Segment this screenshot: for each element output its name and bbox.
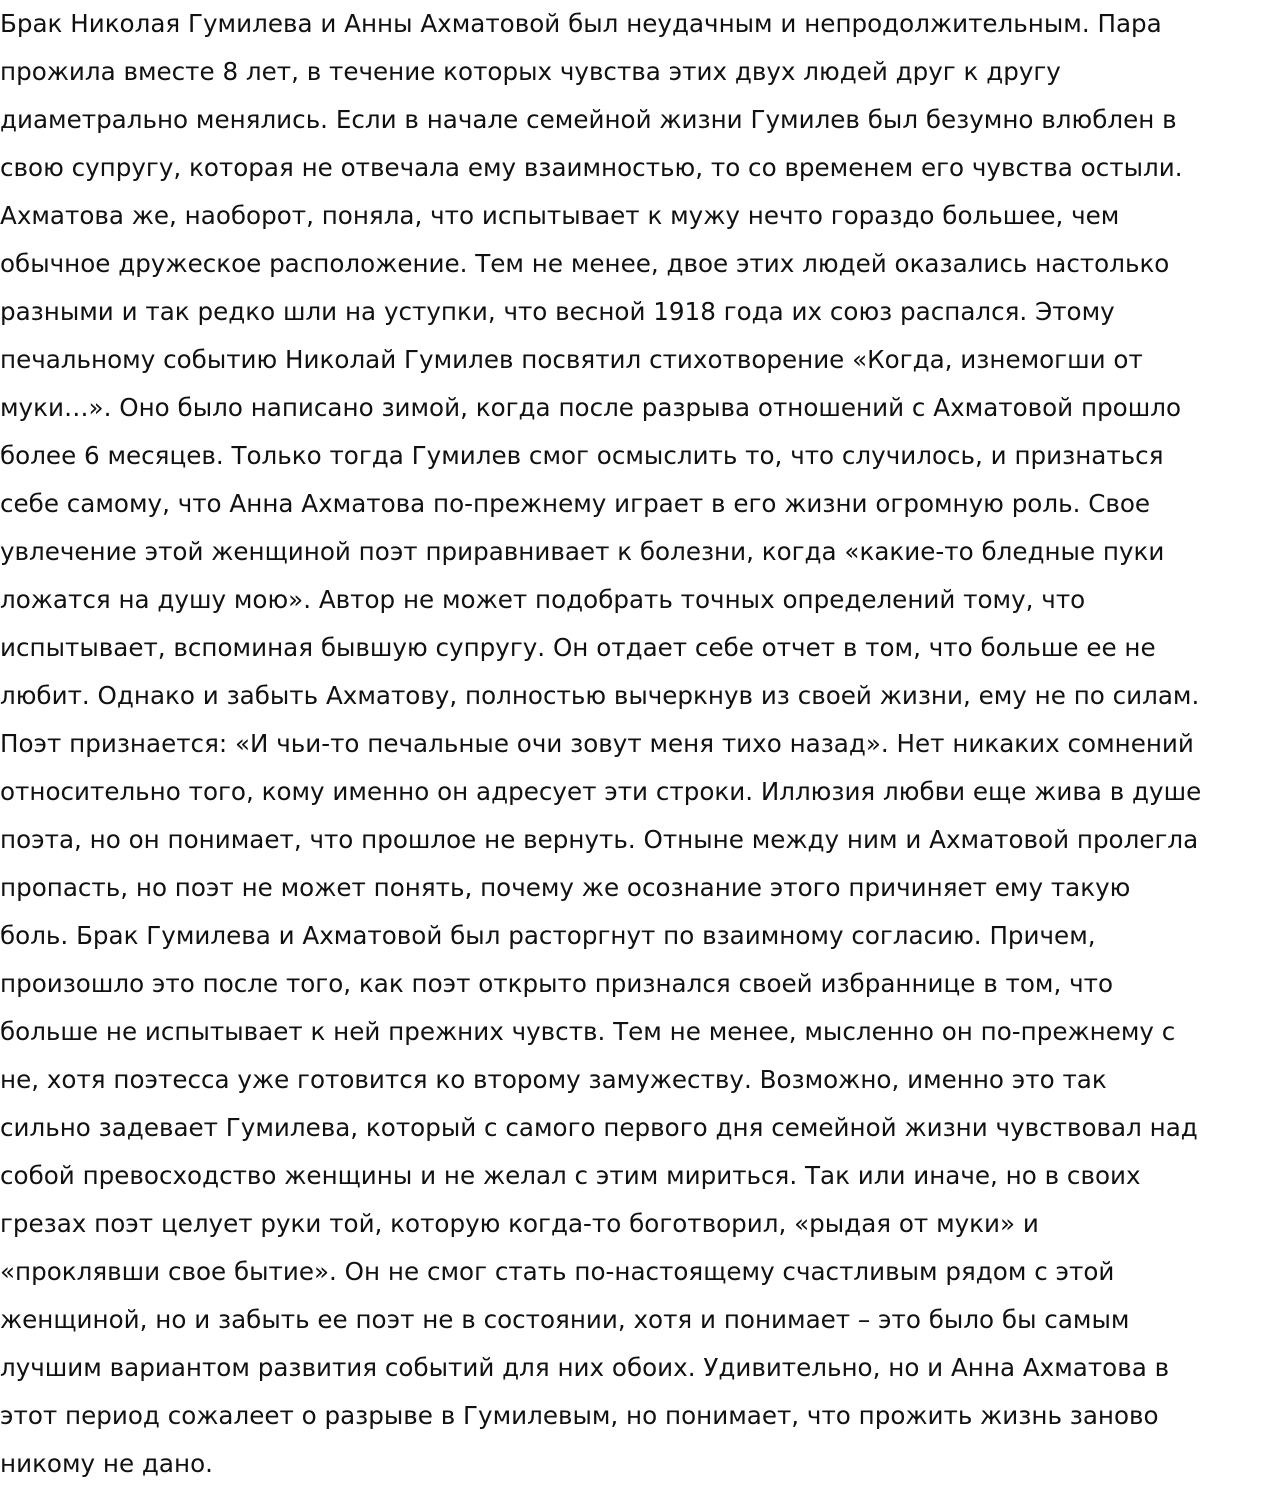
text-line: этот период сожалеет о разрыве в Гумилевым, но понимает, что прожить жизнь заново [0,1401,1159,1430]
text-line: более 6 месяцев. Только тогда Гумилев смог осмыслить то, что случилось, и признаться [0,441,1164,470]
text-line: ложатся на душу мою». Автор не может подобрать точных определений тому, что [0,585,1086,614]
text-line: разными и так редко шли на уступки, что весной 1918 года их союз распался. Этому [0,297,1115,326]
text-line: произошло это после того, как поэт открыто признался своей избраннице в том, что [0,969,1113,998]
text-line: испытывает, вспоминая бывшую супругу. Он отдает себе отчет в том, что больше ее не [0,633,1156,662]
text-line: муки…». Оно было написано зимой, когда после разрыва отношений с Ахматовой прошло [0,393,1181,422]
text-line: печальному событию Николай Гумилев посвятил стихотворение «Когда, изнемогши от [0,345,1143,374]
text-line: не, хотя поэтесса уже готовится ко второму замужеству. Возможно, именно это так [0,1065,1107,1094]
text-line: относительно того, кому именно он адресует эти строки. Иллюзия любви еще жива в душе [0,777,1202,806]
text-line: Поэт признается: «И чьи-то печальные очи зовут меня тихо назад». Нет никаких сомнений [0,729,1194,758]
text-line: сильно задевает Гумилева, который с самого первого дня семейной жизни чувствовал над [0,1113,1198,1142]
text-line: увлечение этой женщиной поэт приравнивает к болезни, когда «какие-то бледные пуки [0,537,1165,566]
text-line: поэта, но он понимает, что прошлое не вернуть. Отныне между ним и Ахматовой пролегла [0,825,1199,854]
text-line: больше не испытывает к ней прежних чувств. Тем не менее, мысленно он по-прежнему с [0,1017,1176,1046]
text-line: пропасть, но поэт не может понять, почему же осознание этого причиняет ему такую [0,873,1131,902]
text-line: диаметрально менялись. Если в начале семейной жизни Гумилев был безумно влюблен в [0,105,1177,134]
text-line: обычное дружеское расположение. Тем не менее, двое этих людей оказались настолько [0,249,1170,278]
text-line: женщиной, но и забыть ее поэт не в состоянии, хотя и понимает – это было бы самым [0,1305,1130,1334]
text-line: Ахматова же, наоборот, поняла, что испытывает к мужу нечто гораздо большее, чем [0,201,1120,230]
text-line: любит. Однако и забыть Ахматову, полностью вычеркнув из своей жизни, ему не по силам. [0,681,1200,710]
text-line: «проклявши свое бытие». Он не смог стать по-настоящему счастливым рядом с этой [0,1257,1115,1286]
text-line: прожила вместе 8 лет, в течение которых чувства этих двух людей друг к другу [0,57,1061,86]
text-line: никому не дано. [0,1449,213,1478]
text-line: свою супругу, которая не отвечала ему взаимностью, то со временем его чувства остыли. [0,153,1183,182]
text-line: боль. Брак Гумилева и Ахматовой был расторгнут по взаимному согласию. Причем, [0,921,1096,950]
text-line: лучшим вариантом развития событий для них обоих. Удивительно, но и Анна Ахматова в [0,1353,1170,1382]
text-line: себе самому, что Анна Ахматова по-прежнему играет в его жизни огромную роль. Свое [0,489,1151,518]
text-line: Брак Николая Гумилева и Анны Ахматовой был неудачным и непродолжительным. Пара [0,9,1162,38]
text-line: собой превосходство женщины и не желал с этим мириться. Так или иначе, но в своих [0,1161,1141,1190]
text-line: грезах поэт целует руки той, которую когда-то боготворил, «рыдая от муки» и [0,1209,1039,1238]
